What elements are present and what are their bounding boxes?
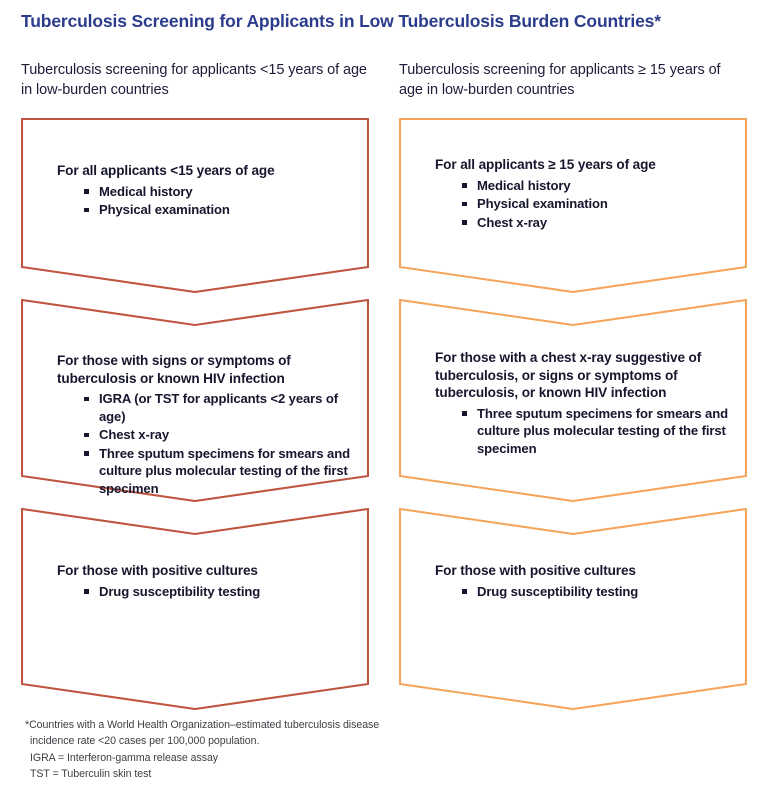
chevron-stack-15-and-over (399, 118, 747, 710)
list-item: Chest x-ray (462, 214, 733, 232)
chevron-step-2 (21, 299, 369, 502)
list-item: IGRA (or TST for applicants <2 years of age) (84, 390, 355, 425)
chevron-item-list (57, 183, 355, 219)
chevron-heading: For those with signs or symptoms of tuberculosis or known HIV infection (57, 353, 291, 386)
chevron-content (399, 508, 747, 600)
chevron-item-list (435, 405, 733, 458)
chevron-step-3 (21, 508, 369, 710)
page-title: Tuberculosis Screening for Applicants in Low Tuberculosis Burden Countries* (21, 11, 661, 31)
column-heading-text: Tuberculosis screening for applicants ≥ 15 years of age in low-burden countries (399, 62, 721, 98)
chevron-step-3 (399, 508, 747, 710)
list-item: Physical examination (462, 195, 733, 213)
footnote-asterisk: *Countries with a World Health Organization–estimated tuberculosis disease incidence rate <20 cases per 100,000 population. (25, 719, 380, 747)
chevron-item-list (435, 177, 733, 232)
list-item: Medical history (84, 183, 355, 201)
chevron-content (21, 299, 369, 497)
chevron-stack-under-15 (21, 118, 369, 710)
footnote-tst: TST = Tuberculin skin test (30, 767, 152, 780)
chevron-item-list (57, 390, 355, 497)
column-heading-text: Tuberculosis screening for applicants <15 years of age in low-burden countries (21, 62, 367, 98)
list-item: Drug susceptibility testing (462, 583, 733, 601)
chevron-content (399, 299, 747, 457)
list-item: Three sputum specimens for smears and culture plus molecular testing of the first specimen (84, 445, 355, 498)
chevron-heading: For those with a chest x-ray suggestive of tuberculosis, or signs or symptoms of tuberculosis, or known HIV infection (435, 350, 702, 400)
chevron-content (21, 508, 369, 600)
chevron-content (21, 118, 369, 219)
list-item: Medical history (462, 177, 733, 195)
chevron-item-list (435, 583, 733, 601)
chevron-heading: For all applicants ≥ 15 years of age (435, 157, 656, 172)
chevron-step-1 (21, 118, 369, 293)
chevron-heading: For those with positive cultures (435, 563, 636, 578)
chevron-content (399, 118, 747, 231)
chevron-item-list (57, 583, 355, 601)
chevron-step-2 (399, 299, 747, 502)
chevron-heading: For all applicants <15 years of age (57, 163, 275, 178)
list-item: Physical examination (84, 201, 355, 219)
footnote-igra: IGRA = Interferon-gamma release assay (30, 752, 219, 764)
column-header-15-and-over (399, 60, 747, 108)
chevron-step-1 (399, 118, 747, 293)
list-item: Chest x-ray (84, 426, 355, 444)
column-header-under-15 (21, 60, 369, 108)
footnotes (20, 718, 420, 782)
list-item: Drug susceptibility testing (84, 583, 355, 601)
chevron-heading: For those with positive cultures (57, 563, 258, 578)
list-item: Three sputum specimens for smears and culture plus molecular testing of the first specimen (462, 405, 733, 458)
